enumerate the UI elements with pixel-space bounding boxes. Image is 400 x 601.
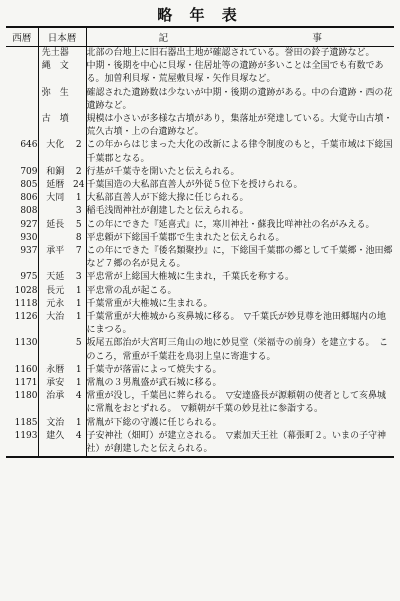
year-cell: 1180: [6, 390, 38, 416]
table-row: [6, 311, 394, 337]
era-cell: [38, 232, 72, 245]
era-year-cell: [72, 47, 86, 61]
table-row: [6, 219, 394, 232]
event-cell: 北部の台地上に旧石器出土地が確認されている。誉田の鈴子遺跡など。: [86, 48, 375, 58]
year-cell: 646: [6, 139, 38, 165]
era-year-cell: 3: [72, 205, 86, 218]
era-year-cell: 4: [72, 430, 86, 457]
year-cell: 1126: [6, 311, 38, 337]
year-cell: 1028: [6, 285, 38, 298]
table-row: [6, 337, 394, 363]
header-era: 日本暦: [38, 27, 86, 47]
table-row: [6, 205, 394, 218]
table-row: [6, 417, 394, 430]
era-year-cell: 1: [72, 285, 86, 298]
era-cell: 承安: [46, 378, 65, 389]
era-cell: 和銅: [46, 166, 65, 177]
event-cell: 確認された遺跡数は少ないが中期・後期の遺跡がある。中の台遺跡・西の花遺跡など。: [86, 87, 393, 111]
era-cell: 弥 生: [41, 87, 69, 98]
event-cell: この年からはじまった大化の改新による律令制度のもと，千葉市域は下総国千葉郡となる。: [86, 140, 393, 164]
header-year: 西暦: [6, 27, 38, 47]
era-cell: 承平: [46, 246, 65, 257]
year-cell: 1118: [6, 298, 38, 311]
era-year-cell: 5: [72, 337, 86, 363]
year-cell: 930: [6, 232, 38, 245]
year-cell: [6, 60, 38, 86]
event-cell: 常重が没し，千葉邑に葬られる。 ▽安達盛長が源頼朝の使者として亥鼻城に常胤をおとずれる。 ▽頼朝が千葉の妙見社に参詣する。: [86, 391, 386, 415]
event-cell: 坂尾五郎治が大宮町三角山の地に妙見堂（栄福寺の前身）を建立する。 このころ，常重が千葉荘を鳥羽上皇に寄進する。: [86, 338, 389, 362]
table-row: [6, 113, 394, 139]
era-year-cell: 2: [72, 166, 86, 179]
era-cell: 長元: [46, 285, 65, 296]
table-row: [6, 298, 394, 311]
era-year-cell: 1: [72, 417, 86, 430]
event-cell: 中期・後期を中心に貝塚・住居址等の遺跡が多いことは全国でも有数である。加曽利貝塚・荒屋敷貝塚・矢作貝塚など。: [86, 61, 384, 85]
event-cell: 千葉寺が落雷によって焼失する。: [86, 364, 222, 375]
year-cell: 1193: [6, 430, 38, 457]
era-year-cell: [72, 87, 86, 113]
era-cell: 大同: [46, 193, 65, 204]
event-cell: 千葉常重が大椎城に生まれる。: [86, 298, 213, 309]
era-year-cell: [72, 60, 86, 86]
era-year-cell: 4: [72, 390, 86, 416]
event-cell: この年にできた『延喜式』に，寒川神社・蘇我比咩神社の名がみえる。: [86, 219, 375, 230]
table-row: [6, 166, 394, 179]
era-year-cell: 1: [72, 377, 86, 390]
year-cell: 1130: [6, 337, 38, 363]
event-cell: 子安神社（畑町）が建立される。 ▽素加天王社（幕張町２。いまの子守神社）が創建したと伝えられる。: [86, 430, 386, 455]
header-text-right: 事: [312, 33, 322, 44]
year-cell: 1185: [6, 417, 38, 430]
era-cell: 延暦: [46, 180, 65, 191]
era-cell: 建久: [46, 430, 65, 441]
table-row: [6, 139, 394, 165]
era-cell: 延長: [46, 219, 65, 230]
table-body: [6, 47, 394, 458]
era-year-cell: 1: [72, 311, 86, 337]
table-row: [6, 271, 394, 284]
table-row: [6, 285, 394, 298]
header-text-left: 記: [158, 33, 169, 44]
era-cell: 古 墳: [41, 114, 69, 125]
year-cell: 806: [6, 192, 38, 205]
event-cell: この年にできた『倭名類聚抄』に，下総国千葉郡の郷として千葉郷・池田郷など７郷の名が見える。: [86, 246, 393, 270]
year-cell: 937: [6, 245, 38, 271]
era-cell: 治承: [46, 391, 65, 402]
event-cell: 平忠頼が下総国千葉郡で生まれたと伝えられる。: [86, 232, 285, 243]
table-row: [6, 232, 394, 245]
table-row: [6, 377, 394, 390]
event-cell: 千葉国造の大私部直善人が外従５位下を授けられる。: [86, 180, 303, 191]
year-cell: 808: [6, 205, 38, 218]
era-year-cell: 24: [72, 179, 86, 192]
year-cell: 1171: [6, 377, 38, 390]
year-cell: [6, 113, 38, 139]
era-year-cell: 1: [72, 298, 86, 311]
event-cell: 平忠常が上総国大椎城に生まれ，千葉氏を称する。: [86, 272, 295, 283]
era-cell: 縄 文: [41, 61, 69, 72]
year-cell: 975: [6, 271, 38, 284]
event-cell: 平忠常の乱が起こる。: [86, 285, 177, 296]
table-row: [6, 87, 394, 113]
year-cell: [6, 47, 38, 61]
page-title: 略 年 表: [157, 6, 243, 24]
era-cell: 文治: [46, 417, 65, 428]
era-cell: 永暦: [46, 364, 65, 375]
table-row: [6, 390, 394, 416]
event-cell: 常胤の３男胤盛が武石城に移る。: [86, 378, 222, 389]
table-row: [6, 245, 394, 271]
year-cell: 1160: [6, 364, 38, 377]
table-row: [6, 47, 394, 61]
event-cell: 千葉常重が大椎城から亥鼻城に移る。 ▽千葉氏が妙見尊を池田郷堀内の地にまつる。: [86, 312, 386, 336]
table-row: [6, 179, 394, 192]
year-cell: [6, 87, 38, 113]
era-year-cell: 8: [72, 232, 86, 245]
era-year-cell: 1: [72, 192, 86, 205]
header-text: [86, 27, 394, 47]
year-cell: 805: [6, 179, 38, 192]
event-cell: 稲毛浅間神社が創建したと伝えられる。: [86, 206, 249, 217]
era-year-cell: 5: [72, 219, 86, 232]
year-cell: 709: [6, 166, 38, 179]
event-cell: 規模は小さいが多様な古墳があり，集落址が発達している。大覚寺山古墳・荒久古墳・上の台遺跡など。: [86, 114, 393, 138]
event-cell: 大私部直善人が下総大掾に任じられる。: [86, 193, 249, 204]
table-row: [6, 60, 394, 86]
table-row: [6, 364, 394, 377]
chronology-table: [6, 26, 394, 458]
era-year-cell: 3: [72, 271, 86, 284]
era-year-cell: 1: [72, 364, 86, 377]
era-cell: 天延: [46, 272, 65, 283]
event-cell: 常胤が下総の守護に任じられる。: [86, 417, 222, 428]
year-cell: 927: [6, 219, 38, 232]
event-cell: 行基が千葉寺を開いたと伝えられる。: [86, 166, 240, 177]
era-year-cell: 2: [72, 139, 86, 165]
table-row: [6, 192, 394, 205]
era-year-cell: [72, 113, 86, 139]
era-cell: 大治: [46, 312, 65, 323]
header-row: [6, 27, 394, 47]
era-cell: [38, 205, 72, 218]
era-year-cell: 7: [72, 245, 86, 271]
era-cell: 元永: [46, 298, 65, 309]
table-row: [6, 430, 394, 457]
era-cell: [38, 337, 72, 363]
era-cell: 大化: [46, 140, 65, 151]
era-cell: 先土器: [41, 48, 69, 58]
